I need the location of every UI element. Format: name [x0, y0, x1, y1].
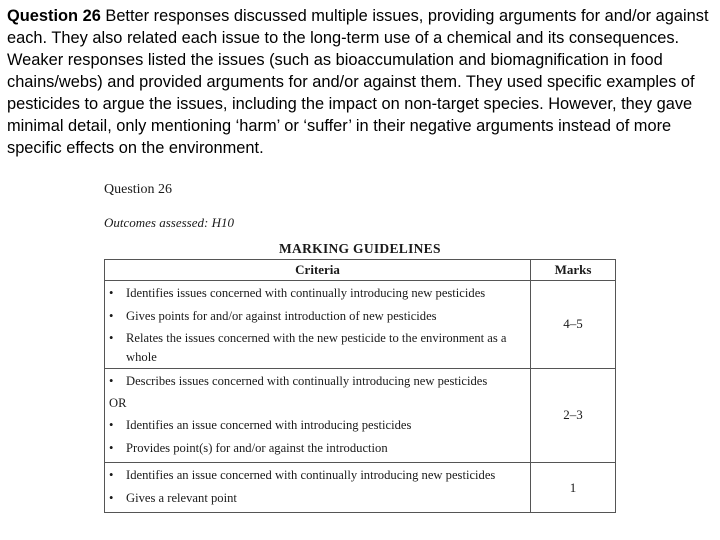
bullet-icon: • — [109, 331, 114, 345]
marking-guidelines-scan — [104, 182, 616, 512]
marks-cell: 4–5 — [531, 281, 616, 369]
outcomes-assessed: Outcomes assessed: H10 — [104, 215, 234, 230]
criteria-cell — [105, 281, 531, 369]
criteria-header: Criteria — [105, 260, 531, 281]
or-separator: OR — [109, 396, 127, 410]
bullet-icon: • — [109, 286, 114, 300]
question-label: Question 26 — [7, 7, 101, 25]
table-row — [105, 463, 616, 513]
criterion: • Identifies an issue concerned with introducing pesticides — [109, 414, 526, 437]
bullet-icon: • — [109, 373, 114, 388]
criteria-cell — [105, 368, 531, 463]
bullet-icon: • — [109, 468, 114, 482]
intro-paragraph-1 — [7, 5, 713, 49]
table-row — [105, 368, 616, 463]
criterion: • Gives points for and/or against introduction of new pesticides — [109, 305, 526, 328]
table-header-row — [105, 260, 616, 281]
criterion: • Gives a relevant point — [109, 487, 526, 510]
bullet-icon: • — [109, 440, 114, 455]
marking-guidelines-table — [104, 259, 616, 513]
criterion: • Provides point(s) for and/or against the introduction — [109, 437, 526, 460]
criterion: • Identifies issues concerned with continually introducing new pesticides — [109, 282, 526, 305]
marks-header: Marks — [531, 260, 616, 281]
criterion: • Identifies an issue concerned with continually introducing new pesticides — [109, 464, 526, 487]
marks-cell: 2–3 — [531, 368, 616, 463]
intro-paragraph-2: Weaker responses listed the issues (such as bioaccumulation and biomagnification in food chains/webs) and provided arguments for and/or against them. They used specific examples of pesticides to argue the issues, including the impact on non-target species. However, they gave minimal detail, only mentioning ‘harm’ or ‘suffer’ in their negative arguments instead of more specific effects on the environment. — [7, 51, 695, 157]
question-feedback: Better responses discussed multiple issues, providing arguments for and/or against each. They also related each issue to the long-term use of a chemical and its consequences. — [7, 7, 709, 47]
criterion: • Relates the issues concerned with the new pesticide to the environment as a — [109, 327, 526, 350]
bullet-icon: • — [109, 308, 114, 323]
criteria-cell — [105, 463, 531, 513]
scan-question-title: Question 26 — [104, 182, 173, 197]
table-row — [105, 281, 616, 369]
marks-cell: 1 — [531, 463, 616, 513]
bullet-icon: • — [109, 490, 114, 505]
intro-text — [7, 5, 713, 159]
criterion-continuation: whole — [126, 349, 157, 364]
criterion: • Describes issues concerned with continually introducing new pesticides — [109, 370, 526, 393]
bullet-icon: • — [109, 418, 114, 432]
marking-guidelines-heading: MARKING GUIDELINES — [279, 241, 441, 256]
